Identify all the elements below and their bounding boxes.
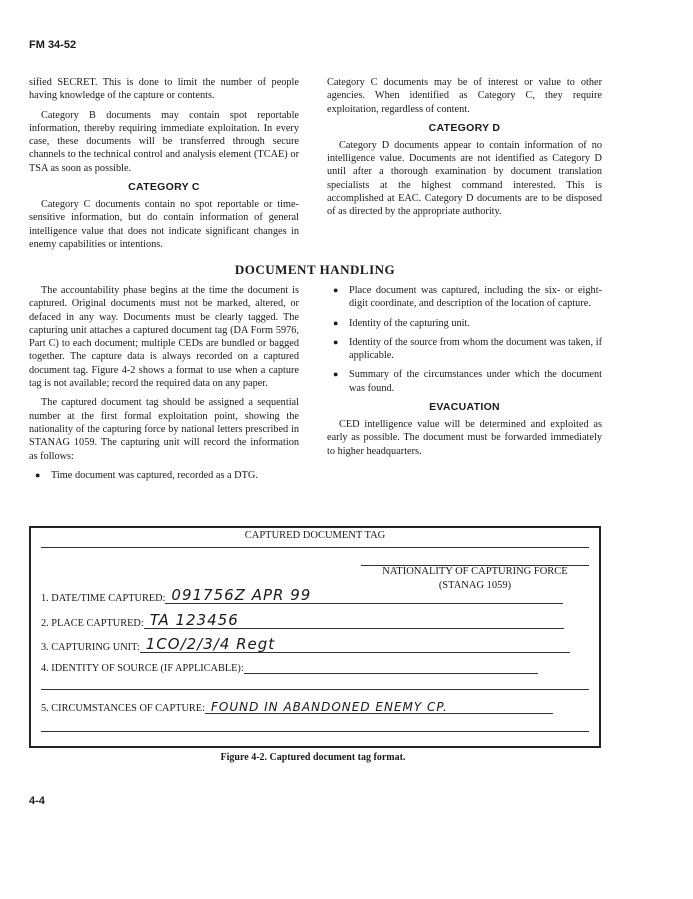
- tag-title: CAPTURED DOCUMENT TAG: [244, 530, 386, 541]
- bullet-item: ● Identity of the source from whom the document was taken, if applicable.: [333, 336, 602, 362]
- field-date-time-value: 091756Z APR 99: [171, 586, 312, 604]
- right-column-bottom: [327, 284, 602, 464]
- field-date-time-label: 1. DATE/TIME CAPTURED:: [41, 593, 166, 604]
- field-circumstances-line[interactable]: [205, 698, 553, 714]
- bullet-item: ● Time document was captured, recorded as a DTG.: [35, 469, 258, 481]
- field-place-row: [41, 613, 564, 629]
- field-place-line[interactable]: [144, 613, 564, 629]
- bullet-icon: ●: [333, 317, 339, 328]
- field-source-line[interactable]: [244, 658, 538, 674]
- category-c-heading: CATEGORY C: [128, 181, 200, 194]
- bullet-icon: ●: [333, 369, 339, 380]
- field-source-extra-line: [41, 689, 589, 690]
- field-place-value: TA 123456: [149, 611, 239, 629]
- field-place-label: 2. PLACE CAPTURED:: [41, 618, 144, 629]
- field-date-time-line[interactable]: [165, 588, 563, 604]
- stanag-label: (STANAG 1059): [438, 580, 512, 591]
- left-paragraph-2: Category B documents may contain spot reportable information, thereby requiring immediate exploitation. In every case, these documents will be transferred through secure channels to the technical control and analysis element (TCAE) or TSA as soon as possible.: [29, 109, 299, 174]
- field-circumstances-extra-line: [41, 731, 589, 732]
- left-paragraph-1: sified SECRET. This is done to limit the number of people having knowledge of the capture or contents.: [29, 77, 299, 102]
- page-number: 4-4: [29, 795, 45, 807]
- right-column-top: [327, 76, 602, 225]
- field-date-time-row: [41, 588, 563, 604]
- handling-paragraph-1: The accountability phase begins at the time the document is captured. Original documents must not be marked, altered, or defaced in any way. Documents must be clearly tagged. The capturing unit attaches a captured document tag (DA Form 5976, Part C) to each document; multiple CEDs are bundled or bagged together. The capture data is always recorded on a captured document tag. Figure 4-2 shows a format to use when a capture tag is not available; record the required data on any paper.: [29, 285, 299, 390]
- field-circumstances-row: [41, 698, 553, 714]
- nationality-divider: [361, 565, 589, 566]
- category-d-heading: CATEGORY D: [428, 121, 501, 134]
- right-paragraph-2: Category D documents appear to contain information of no intelligence value. Documents are not identified as Category D until after a thorough examination by document translation specialists at the highest command interested. This is accomplished at EAC. Category D documents are to be disposed of as directed by the appropriate authority.: [327, 139, 602, 218]
- field-unit-label: 3. CAPTURING UNIT:: [41, 642, 140, 653]
- field-circumstances-value: FOUND IN ABANDONED ENEMY CP.: [210, 700, 448, 714]
- left-column-top: [29, 76, 299, 257]
- handling-paragraph-2: The captured document tag should be assigned a sequential number at the first formal exploitation point, showing the nationality of the capturing force by national letters prescribed in STANAG 1059. The capturing unit will record the information as follows:: [29, 397, 299, 462]
- bullet-icon: ●: [333, 285, 339, 295]
- field-unit-line[interactable]: [140, 637, 570, 653]
- bullet-item: ● Summary of the circumstances under which the document was found.: [333, 369, 602, 394]
- captured-document-tag: [29, 526, 601, 748]
- field-circumstances-label: 5. CIRCUMSTANCES OF CAPTURE:: [41, 703, 205, 714]
- evacuation-paragraph: CED intelligence value will be determined and exploited as early as possible. The document must be forwarded immediately to higher headquarters.: [327, 419, 602, 457]
- evacuation-heading: EVACUATION: [429, 401, 500, 414]
- left-column-bottom: [29, 284, 299, 488]
- field-unit-row: [41, 637, 570, 653]
- bullet-icon: ●: [35, 469, 41, 480]
- page-header: FM 34-52: [29, 39, 77, 51]
- bullet-item: ● Place document was captured, including the six- or eight-digit coordinate, and description of the location of capture.: [333, 285, 602, 310]
- nationality-label: NATIONALITY OF CAPTURING FORCE: [382, 566, 568, 577]
- field-source-label: 4. IDENTITY OF SOURCE (IF APPLICABLE):: [41, 663, 244, 674]
- right-paragraph-1: Category C documents may be of interest or value to other agencies. When identified as Category C, they require exploitation, regardless of content.: [327, 77, 602, 115]
- tag-title-divider: [41, 547, 589, 548]
- figure-caption: Figure 4-2. Captured document tag format.: [220, 752, 406, 763]
- bullet-icon: ●: [333, 336, 339, 347]
- left-paragraph-3: Category C documents contain no spot reportable or time-sensitive information, but do contain information of general intelligence value that does not indicate significant changes in enemy capabilities or intentions.: [29, 199, 299, 250]
- field-source-row: [41, 658, 538, 674]
- document-handling-heading: DOCUMENT HANDLING: [234, 262, 396, 277]
- field-unit-value: 1CO/2/3/4 Regt: [145, 635, 276, 653]
- bullet-item: ● Identity of the capturing unit.: [333, 317, 470, 329]
